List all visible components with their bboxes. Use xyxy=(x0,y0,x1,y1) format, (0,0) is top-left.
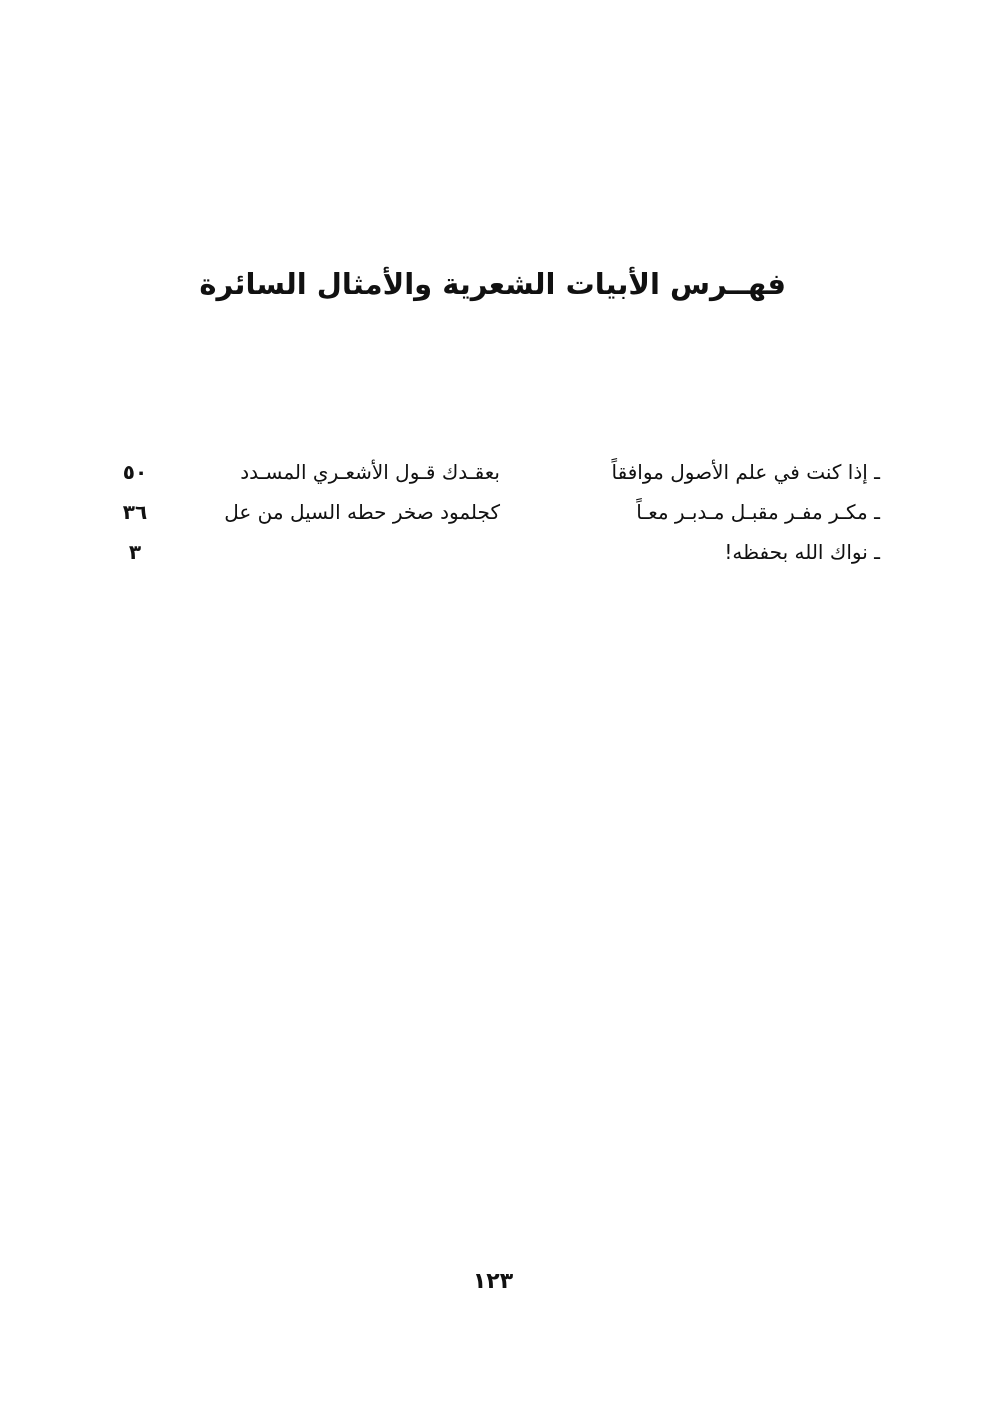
verse-second-hemistich: بعقـدك قـول الأشعـري المسـدد xyxy=(240,460,500,484)
page-number: ١٢٣ xyxy=(472,1269,514,1294)
proverb-page-ref: ٣ xyxy=(128,540,142,564)
proverb-text: ـ نواك الله بحفظه! xyxy=(724,540,880,564)
proverb-entry xyxy=(110,532,880,572)
verse-entry xyxy=(110,452,880,492)
verse-first-hemistich: ـ إذا كنت في علم الأصول موافقاً xyxy=(611,460,880,484)
verse-first-hemistich: ـ مكـر مفـر مقبـل مـدبـر معـاً xyxy=(636,500,880,524)
verse-page-ref: ٣٦ xyxy=(122,500,148,524)
verse-entry xyxy=(110,492,880,532)
verse-second-hemistich: كجلمود صخر حطه السيل من عل xyxy=(224,500,500,524)
page-title: فهــرس الأبيات الشعرية والأمثال السائرة xyxy=(199,267,786,301)
verse-page-ref: ٥٠ xyxy=(122,460,148,484)
verse-index-list xyxy=(110,452,880,572)
